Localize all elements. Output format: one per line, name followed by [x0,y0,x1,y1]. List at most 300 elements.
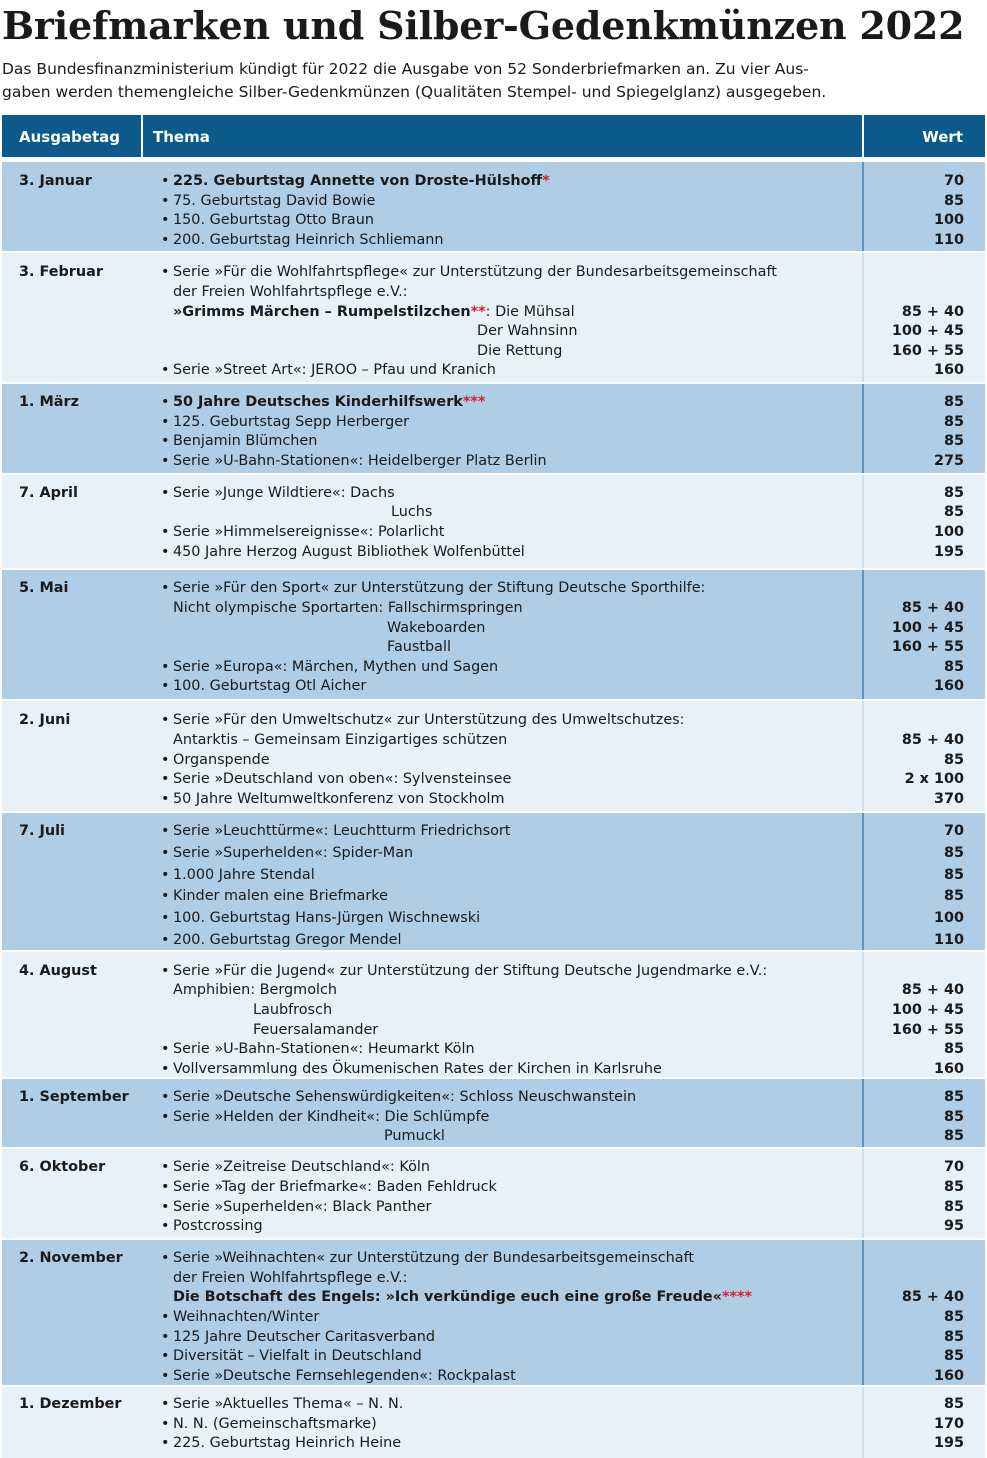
table-row [2,382,985,473]
topic-line [161,1217,985,1237]
topic-title: Amphibien: Bergmolch [173,982,338,998]
topic-text [477,342,562,362]
topic-text [477,322,578,342]
topic-title: Serie »Für die Jugend« zur Unterstützung der Stiftung Deutsche Jugendmarke e.V.: [173,963,768,979]
bullet-icon: • [161,453,170,469]
topic-line [161,1347,985,1367]
topic-title: Serie »Für die Wohlfahrtspflege« zur Unterstützung der Bundesarbeitsgemeinschaft [173,264,777,280]
topic-list [161,475,985,568]
topic-text [173,413,409,433]
topic-line [161,770,985,790]
bullet-icon: • [161,1396,170,1412]
topic-line [161,393,985,413]
topic-text [173,192,375,212]
topic-line [161,731,985,751]
topic-line [161,263,985,283]
topic-list [161,1079,985,1147]
topic-title: Serie »U-Bahn-Stationen«: Heidelberger Platz Berlin [173,453,547,469]
topic-line [161,658,985,678]
stamp-value: 70 [943,823,964,839]
topic-text [173,677,366,697]
stamp-value: 85 [943,1329,964,1345]
table-row [2,1385,985,1458]
stamp-value: 85 [943,414,964,430]
bullet-icon: • [161,414,170,430]
stamp-value: 100 + 45 [891,620,964,636]
topic-text [173,731,507,751]
table-header [2,115,985,160]
topic-line [161,931,985,951]
topic-line [161,1395,985,1415]
topic-text [173,751,270,771]
table-row [2,811,985,950]
stamp-value: 85 [943,504,964,520]
topic-list [161,570,985,699]
topic-line [161,1021,985,1041]
stamp-value: 85 [943,193,964,209]
topic-text [391,503,432,523]
topic-line [161,909,985,929]
bullet-icon: • [161,524,170,540]
topic-title: Serie »Für den Sport« zur Unterstützung der Stiftung Deutsche Sporthilfe: [173,580,706,596]
topic-title: Serie »Deutsche Sehenswürdigkeiten«: Schloss Neuschwanstein [173,1089,637,1105]
topic-line [161,172,985,192]
topic-title: Kinder malen eine Briefmarke [173,888,388,904]
topic-text [173,172,550,192]
topic-title: 225. Geburtstag Annette von Droste-Hülshoff [173,173,543,189]
topic-line [161,1308,985,1328]
topic-title: 100. Geburtstag Hans-Jürgen Wischnewski [173,910,481,926]
intro-line: gaben werden themengleiche Silber-Gedenkmünzen (Qualitäten Stempel- und Spiegelglanz) ausgegeben. [2,83,827,101]
topic-text [173,393,485,413]
topic-title: Serie »Europa«: Märchen, Mythen und Sagen [173,659,499,675]
topic-text [173,1178,497,1198]
topic-line [161,619,985,639]
topic-title: 50 Jahre Deutsches Kinderhilfswerk [173,394,463,410]
topic-line [161,322,985,342]
topic-line [161,1108,985,1128]
issue-date: 6. Oktober [19,1159,106,1175]
bullet-icon: • [161,823,170,839]
stamp-value: 85 [943,394,964,410]
topic-text [173,658,498,678]
stamp-value: 100 [933,910,964,926]
topic-title: Serie »Himmelsereignisse«: Polarlicht [173,524,445,540]
topic-line [161,413,985,433]
topic-line [161,677,985,697]
stamp-value: 170 [933,1416,964,1432]
stamp-value: 100 [933,524,964,540]
topic-text [173,283,408,303]
stamp-value: 85 [943,888,964,904]
topic-title: 1.000 Jahre Stendal [173,867,315,883]
topic-line [161,543,985,563]
stamp-value: 85 [943,1199,964,1215]
topic-line [161,1198,985,1218]
topic-title: Organspende [173,752,270,768]
topic-line [161,1158,985,1178]
bullet-icon: • [161,910,170,926]
topic-list [161,1149,985,1238]
bullet-icon: • [161,1041,170,1057]
topic-line [161,962,985,982]
issue-date: 1. September [19,1089,129,1105]
topic-text [173,579,705,599]
topic-line [161,211,985,231]
stamp-value: 85 + 40 [901,732,964,748]
topic-text [173,303,575,323]
bullet-icon: • [161,963,170,979]
stamp-value: 85 [943,1089,964,1105]
bullet-icon: • [161,433,170,449]
bullet-icon: • [161,1250,170,1266]
bullet-icon: • [161,1309,170,1325]
topic-text [173,1249,694,1269]
topic-title: Pumuckl [384,1128,445,1144]
topic-text [173,543,525,563]
topic-line [161,751,985,771]
topic-title: Luchs [391,504,433,520]
topic-text [173,1269,408,1289]
topic-text [173,484,395,504]
stamp-value: 160 [933,1061,964,1077]
topic-line [161,822,985,842]
topic-list [161,701,985,811]
topic-line [161,638,985,658]
stamp-value: 70 [943,173,964,189]
topic-line [161,503,985,523]
stamp-value: 160 [933,1368,964,1384]
stamp-value: 2 x 100 [904,771,964,787]
topic-line [161,1040,985,1060]
topic-text [253,1001,332,1021]
table-row [2,1147,985,1238]
topic-title: Diversität – Vielfalt in Deutschland [173,1348,422,1364]
topic-text [173,866,315,886]
topic-title: Der Wahnsinn [477,323,578,339]
topic-title: 200. Geburtstag Gregor Mendel [173,932,402,948]
topic-title: 150. Geburtstag Otto Braun [173,212,374,228]
topic-title: 100. Geburtstag Otl Aicher [173,678,367,694]
topic-text [173,770,511,790]
topic-title: der Freien Wohlfahrtspflege e.V.: [173,1270,408,1286]
topic-title: Vollversammlung des Ökumenischen Rates der Kirchen in Karlsruhe [173,1061,662,1077]
topic-text [173,790,505,810]
stamp-value: 100 + 45 [891,1002,964,1018]
bullet-icon: • [161,1199,170,1215]
topic-text [173,1415,377,1435]
stamp-value: 85 [943,485,964,501]
topic-title: 225. Geburtstag Heinrich Heine [173,1435,402,1451]
stamp-value: 275 [933,453,964,469]
topic-line [161,866,985,886]
issue-date: 4. August [19,963,97,979]
topic-line [161,981,985,1001]
topic-title: Benjamin Blümchen [173,433,318,449]
topic-text [173,1288,752,1308]
bullet-icon: • [161,1179,170,1195]
topic-line [161,599,985,619]
stamp-value: 370 [933,791,964,807]
topic-text [173,1367,516,1387]
topic-line [161,1434,985,1454]
bullet-icon: • [161,1329,170,1345]
topic-title: Die Botschaft des Engels: »Ich verkündige euch eine große Freude« [173,1289,722,1305]
topic-text [173,1347,422,1367]
issue-date: 7. Juli [19,823,65,839]
topic-title: Nicht olympische Sportarten: Fallschirmspringen [173,600,523,616]
header-topic: Thema [153,128,210,146]
topic-line [161,579,985,599]
topic-text [384,1127,445,1147]
intro-line: Das Bundesfinanzministerium kündigt für 2022 die Ausgabe von 52 Sonderbriefmarken an. Zu vier Aus- [2,60,809,78]
stamp-value: 85 [943,867,964,883]
topic-line [161,342,985,362]
topic-text [253,1021,378,1041]
bullet-icon: • [161,867,170,883]
topic-text [173,962,767,982]
topic-text [173,844,413,864]
bullet-icon: • [161,888,170,904]
stamp-value: 160 [933,362,964,378]
stamp-value: 85 [943,1109,964,1125]
topic-list [161,253,985,382]
topic-title: Serie »Zeitreise Deutschland«: Köln [173,1159,431,1175]
bullet-icon: • [161,173,170,189]
topic-text [173,1434,401,1454]
table-row [2,473,985,568]
topic-line [161,303,985,323]
topic-list [161,952,985,1077]
topic-title: Postcrossing [173,1218,263,1234]
topic-text [173,1108,489,1128]
bullet-icon: • [161,362,170,378]
stamp-value: 160 + 55 [891,1022,964,1038]
stamp-value: 110 [933,232,964,248]
topic-subtitle: : Die Mühsal [485,304,575,320]
stamp-value: 195 [933,544,964,560]
topic-text [173,1088,636,1108]
topic-title: Serie »Tag der Briefmarke«: Baden Fehldruck [173,1179,497,1195]
topic-line [161,790,985,810]
stamp-value: 85 [943,1348,964,1364]
bullet-icon: • [161,1368,170,1384]
topic-title: Weihnachten/Winter [173,1309,320,1325]
topic-title: 75. Geburtstag David Bowie [173,193,376,209]
stamp-value: 85 [943,752,964,768]
topic-title: Serie »Street Art«: JEROO – Pfau und Kranich [173,362,496,378]
topic-text [173,1217,263,1237]
table-row [2,568,985,699]
bullet-icon: • [161,678,170,694]
topic-line [161,887,985,907]
topic-text [173,1158,430,1178]
topic-line [161,192,985,212]
topic-title: 450 Jahre Herzog August Bibliothek Wolfenbüttel [173,544,525,560]
topic-line [161,1178,985,1198]
header-issue-date: Ausgabetag [19,128,121,146]
topic-title: Serie »Deutschland von oben«: Sylvensteinsee [173,771,512,787]
bullet-icon: • [161,771,170,787]
topic-title: 125 Jahre Deutscher Caritasverband [173,1329,436,1345]
topic-text [173,909,480,929]
topic-list [161,384,985,473]
stamp-value: 85 [943,1179,964,1195]
stamp-value: 85 + 40 [901,1289,964,1305]
topic-title: Serie »Superhelden«: Black Panther [173,1199,432,1215]
topic-title: N. N. (Gemeinschaftsmarke) [173,1416,377,1432]
footnote-marker: ** [470,304,486,320]
bullet-icon: • [161,394,170,410]
topic-line [161,1088,985,1108]
topic-line [161,1288,985,1308]
topic-text [173,931,402,951]
issue-date: 1. Dezember [19,1396,122,1412]
bullet-icon: • [161,932,170,948]
stamp-value: 85 + 40 [901,600,964,616]
bullet-icon: • [161,193,170,209]
topic-text [173,523,444,543]
stamp-value: 195 [933,1435,964,1451]
bullet-icon: • [161,791,170,807]
table-row [2,1238,985,1385]
footnote-marker: *** [462,394,486,410]
stamp-value: 85 [943,1396,964,1412]
bullet-icon: • [161,580,170,596]
bullet-icon: • [161,485,170,501]
bullet-icon: • [161,212,170,228]
topic-text [173,887,388,907]
bullet-icon: • [161,232,170,248]
topic-text [173,432,317,452]
bullet-icon: • [161,1435,170,1451]
stamp-value: 85 [943,1309,964,1325]
stamp-value: 70 [943,1159,964,1175]
bullet-icon: • [161,1218,170,1234]
stamp-value: 95 [943,1218,964,1234]
topic-text [173,231,444,251]
topic-text [173,263,777,283]
topic-list [161,813,985,950]
topic-line [161,484,985,504]
topic-line [161,523,985,543]
topic-list [161,1240,985,1385]
issue-date: 2. Juni [19,712,71,728]
topic-title: Serie »Für den Umweltschutz« zur Unterstützung des Umweltschutzes: [173,712,685,728]
topic-title: »Grimms Märchen – Rumpelstilzchen [173,304,471,320]
bullet-icon: • [161,712,170,728]
topic-text [173,711,685,731]
topic-text [173,1395,403,1415]
topic-line [161,711,985,731]
header-divider [141,115,143,160]
topic-title: Faustball [387,639,451,655]
header-value: Wert [922,128,963,146]
intro-text [2,58,977,104]
topic-line [161,1127,985,1147]
stamp-value: 110 [933,932,964,948]
topic-title: Serie »Junge Wildtiere«: Dachs [173,485,395,501]
topic-title: 125. Geburtstag Sepp Herberger [173,414,410,430]
bullet-icon: • [161,264,170,280]
topic-text [387,638,451,658]
topic-title: der Freien Wohlfahrtspflege e.V.: [173,284,408,300]
topic-title: Serie »Aktuelles Thema« – N. N. [173,1396,404,1412]
topic-line [161,231,985,251]
topic-text [173,599,523,619]
topic-line [161,1328,985,1348]
topic-line [161,432,985,452]
topic-title: Wakeboarden [387,620,486,636]
topic-title: Serie »Deutsche Fernsehlegenden«: Rockpalast [173,1368,516,1384]
topic-title: Serie »Leuchttürme«: Leuchtturm Friedrichsort [173,823,511,839]
topic-line [161,1415,985,1435]
topic-text [173,822,510,842]
issue-date: 7. April [19,485,78,501]
topic-line [161,1269,985,1289]
stamp-value: 160 [933,678,964,694]
topic-text [387,619,485,639]
stamp-value: 100 + 45 [891,323,964,339]
page-title: Briefmarken und Silber-Gedenkmünzen 2022 [2,3,965,48]
topic-text [173,1040,475,1060]
stamp-value: 85 [943,845,964,861]
topic-title: Antarktis – Gemeinsam Einzigartiges schützen [173,732,508,748]
table-row [2,950,985,1077]
bullet-icon: • [161,845,170,861]
topic-line [161,1367,985,1387]
topic-line [161,844,985,864]
topic-title: Laubfrosch [253,1002,333,1018]
topic-text [173,1328,435,1348]
table-row [2,699,985,811]
topic-text [173,1198,431,1218]
issue-date: 5. Mai [19,580,69,596]
topic-line [161,452,985,472]
topic-list [161,1387,985,1458]
topic-title: Feuersalamander [253,1022,379,1038]
bullet-icon: • [161,1109,170,1125]
issue-date: 3. Januar [19,173,92,189]
issue-date: 1. März [19,394,79,410]
topic-title: 50 Jahre Weltumweltkonferenz von Stockholm [173,791,505,807]
bullet-icon: • [161,752,170,768]
bullet-icon: • [161,659,170,675]
issue-date: 3. Februar [19,264,103,280]
bullet-icon: • [161,544,170,560]
topic-title: Die Rettung [477,343,563,359]
bullet-icon: • [161,1061,170,1077]
topic-title: Serie »U-Bahn-Stationen«: Heumarkt Köln [173,1041,475,1057]
table-row [2,160,985,251]
stamp-value: 100 [933,212,964,228]
stamp-issue-table [2,115,985,1451]
topic-title: Serie »Weihnachten« zur Unterstützung der Bundesarbeitsgemeinschaft [173,1250,695,1266]
topic-text [173,452,547,472]
stamp-value: 85 + 40 [901,304,964,320]
table-row [2,1077,985,1147]
stamp-value: 85 [943,1041,964,1057]
footnote-marker: * [542,173,550,189]
stamp-value: 85 [943,659,964,675]
topic-list [161,162,985,251]
topic-title: 200. Geburtstag Heinrich Schliemann [173,232,444,248]
topic-text [173,1308,319,1328]
footnote-marker: **** [721,1289,753,1305]
bullet-icon: • [161,1348,170,1364]
topic-text [173,211,374,231]
topic-title: Serie »Superhelden«: Spider-Man [173,845,414,861]
